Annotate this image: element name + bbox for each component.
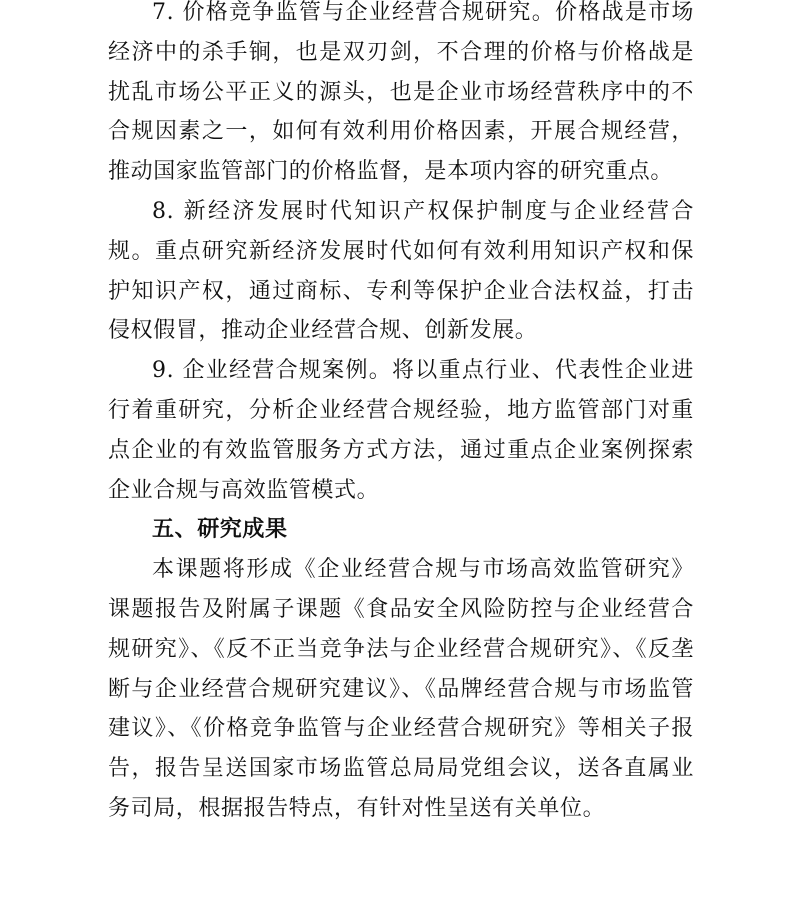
section-heading-research-results: 五、研究成果 bbox=[152, 517, 288, 543]
document-page bbox=[108, 0, 694, 829]
paragraph-research-results: 本课题将形成《企业经营合规与市场高效监管研究》课题报告及附属子课题《食品安全风险防控与企业经营合规研究》、《反不正当竞争法与企业经营合规研究》、《反垄断与企业经营合规研究建议》、《品牌经营合规与市场监管建议》、《价格竞争监管与企业经营合规研究》等相关子报告，报告呈送国家市场监管总局局党组会议，送各直属业务司局，根据报告特点，有针对性呈送有关单位。 bbox=[108, 557, 694, 821]
paragraph-item-9: 9. 企业经营合规案例。将以重点行业、代表性企业进行着重研究，分析企业经营合规经验，地方监管部门对重点企业的有效监管服务方式方法，通过重点企业案例探索企业合规与高效监管模式。 bbox=[108, 358, 694, 503]
paragraph-item-8: 8. 新经济发展时代知识产权保护制度与企业经营合规。重点研究新经济发展时代如何有效利用知识产权和保护知识产权，通过商标、专利等保护企业合法权益，打击侵权假冒，推动企业经营合规、创新发展。 bbox=[108, 198, 694, 344]
paragraph-item-7: 7. 价格竞争监管与企业经营合规研究。价格战是市场经济中的杀手锏，也是双刃剑，不合理的价格与价格战是扰乱市场公平正义的源头，也是企业市场经营秩序中的不合规因素之一，如何有效利用价格因素，开展合规经营，推动国家监管部门的价格监督，是本项内容的研究重点。 bbox=[108, 0, 694, 185]
